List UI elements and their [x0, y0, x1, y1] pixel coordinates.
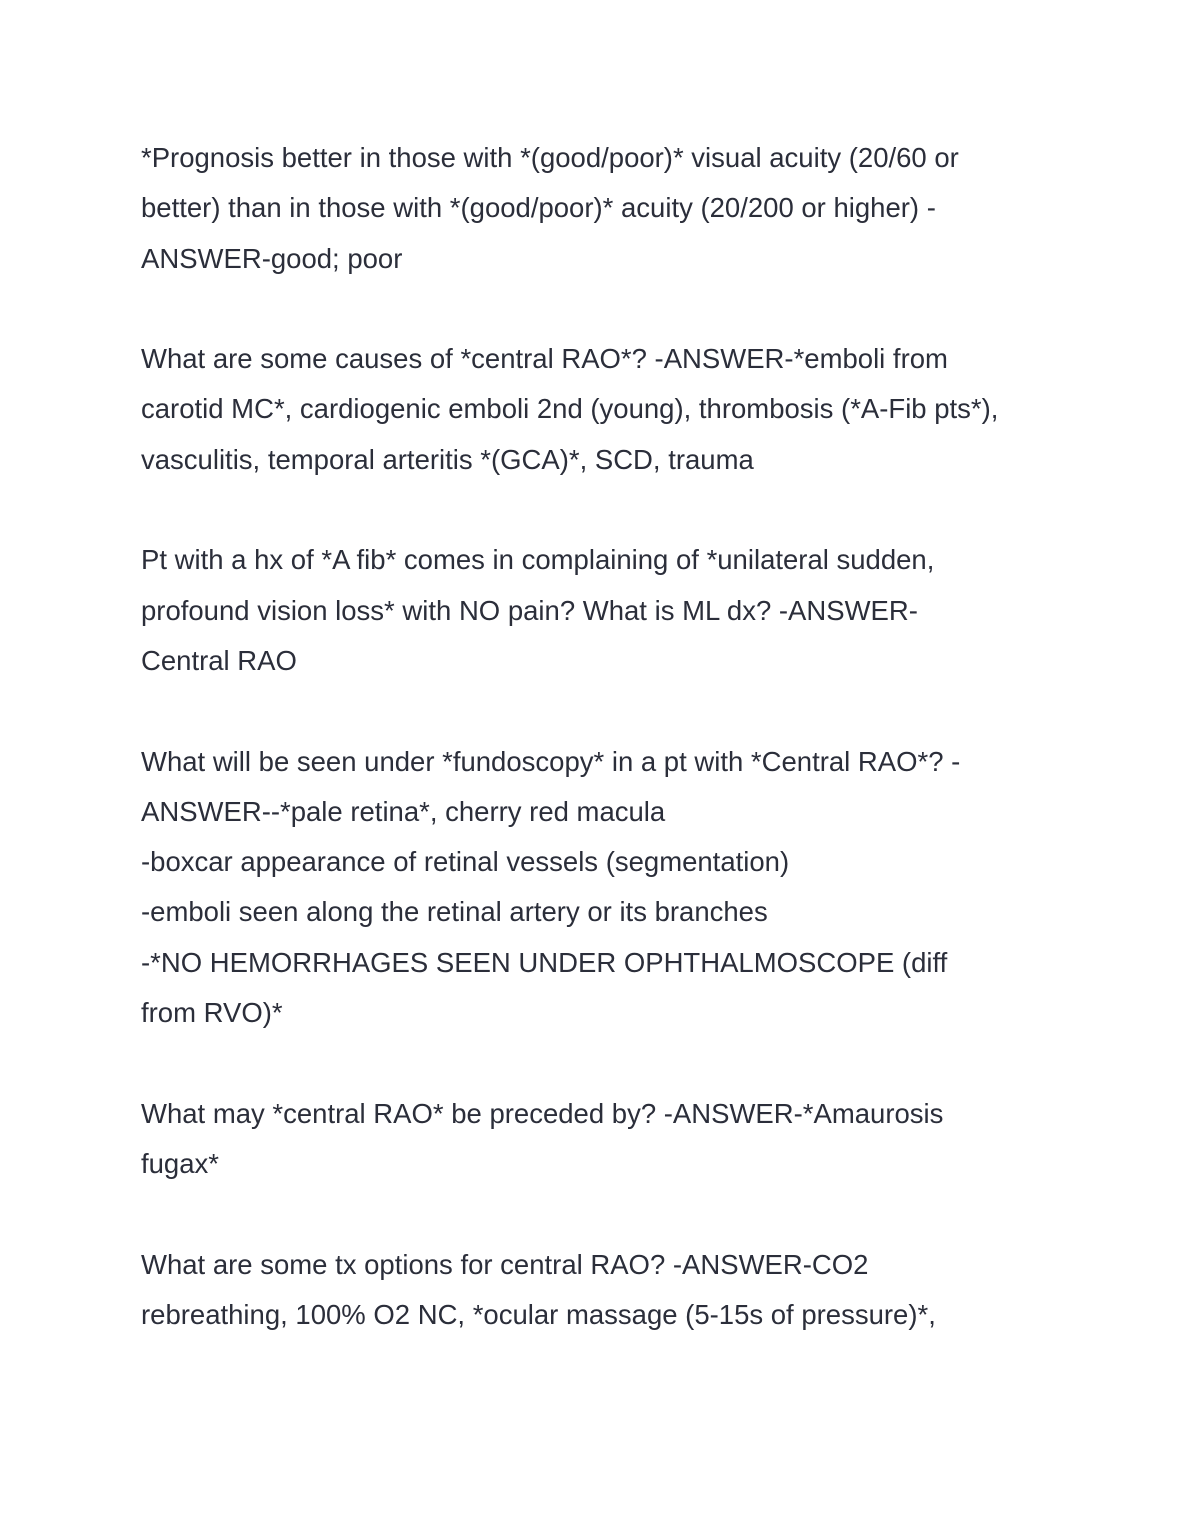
paragraph-gap [141, 1189, 1061, 1239]
text-line: *Prognosis better in those with *(good/poor)* visual acuity (20/60 or [141, 142, 959, 173]
text-line: better) than in those with *(good/poor)* acuity (20/200 or higher) - [141, 192, 936, 224]
text-line: fugax* [141, 1147, 219, 1179]
document-body [141, 133, 1061, 1340]
qa-entry-fundoscopy [141, 737, 1061, 1039]
text-line: -*NO HEMORRHAGES SEEN UNDER OPHTHALMOSCOPE (diff [141, 946, 948, 978]
text-line: What are some causes of *central RAO*? -ANSWER-*emboli from [141, 343, 948, 375]
text-line: carotid MC*, cardiogenic emboli 2nd (young), thrombosis (*A-Fib pts*), [141, 393, 999, 425]
paragraph-gap [141, 1038, 1061, 1088]
text-line: What may *central RAO* be preceded by? -ANSWER-*Amaurosis [141, 1097, 944, 1129]
paragraph-gap [141, 284, 1061, 334]
qa-entry-diagnosis [141, 535, 1061, 686]
text-line: Central RAO [141, 644, 297, 676]
text-line: vasculitis, temporal arteritis *(GCA)*, SCD, trauma [141, 443, 754, 475]
text-line: rebreathing, 100% O2 NC, *ocular massage (5-15s of pressure)*, [141, 1298, 936, 1330]
text-line: ANSWER--*pale retina*, cherry red macula [141, 795, 666, 827]
text-line: What will be seen under *fundoscopy* in a pt with *Central RAO*? - [141, 745, 961, 777]
qa-entry-prognosis [141, 133, 1061, 284]
text-line: -emboli seen along the retinal artery or its branches [141, 896, 768, 928]
qa-entry-causes [141, 334, 1061, 485]
paragraph-gap [141, 485, 1061, 535]
text-line: -boxcar appearance of retinal vessels (segmentation) [141, 846, 790, 878]
text-line: ANSWER-good; poor [141, 242, 403, 274]
paragraph-gap [141, 686, 1061, 736]
text-line: from RVO)* [141, 997, 283, 1029]
text-line: Pt with a hx of *A fib* comes in complaining of *unilateral sudden, [141, 544, 935, 576]
text-line: What are some tx options for central RAO? -ANSWER-CO2 [141, 1248, 869, 1280]
text-line: profound vision loss* with NO pain? What is ML dx? -ANSWER- [141, 594, 918, 626]
qa-entry-treatment [141, 1240, 1061, 1341]
qa-entry-preceded-by [141, 1089, 1061, 1190]
